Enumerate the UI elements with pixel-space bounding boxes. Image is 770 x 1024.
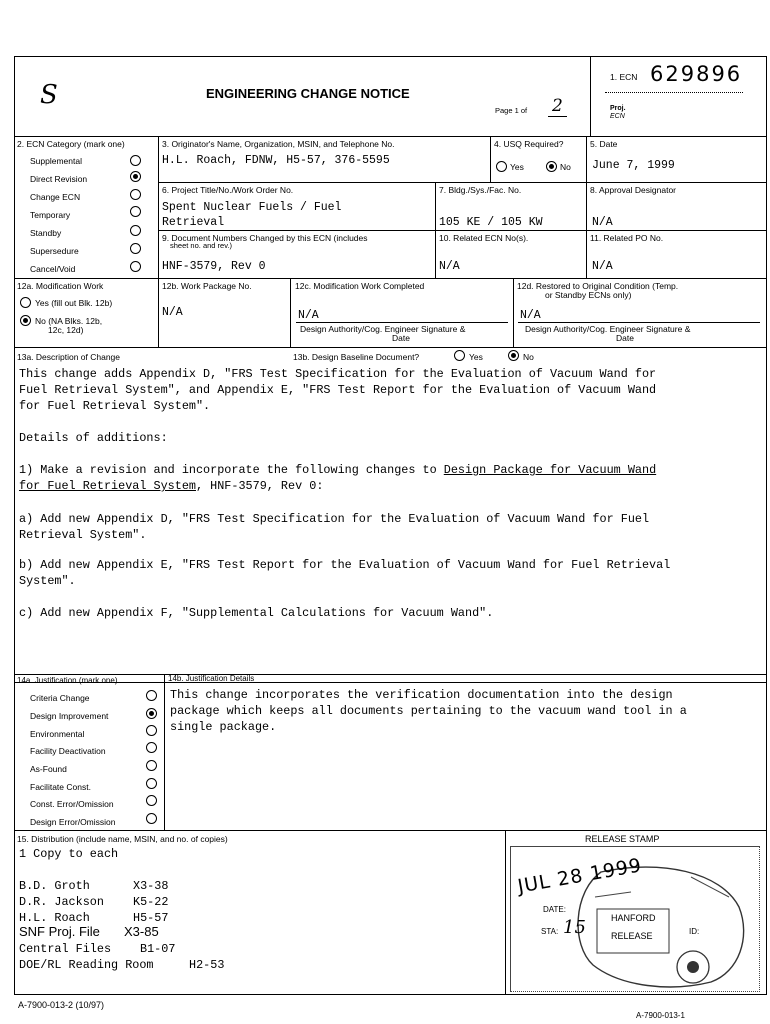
option-label: Temporary <box>30 210 71 220</box>
option-label: Cancel/Void <box>30 264 76 274</box>
description-line <box>19 478 323 495</box>
description-line: Details of additions: <box>19 431 168 445</box>
package-title: Design Package for Vacuum Wand <box>443 463 657 477</box>
block13a-label: 13a. Description of Change <box>17 352 121 362</box>
radio-const-error[interactable] <box>146 795 157 806</box>
block12c-sig-date: Date <box>392 333 410 343</box>
radio-facility-deactivation[interactable] <box>146 742 157 753</box>
stamp-hanford: HANFORD <box>611 913 656 923</box>
description-line: a) Add new Appendix D, "FRS Test Specification for the Evaluation of Vacuum Wand for Fuel <box>19 512 650 526</box>
project-title-line-2[interactable]: Retrieval <box>162 216 225 229</box>
block3-label: 3. Originator's Name, Organization, MSIN, and Telephone No. <box>162 139 395 149</box>
proj-ecn-label-2: ECN <box>610 113 625 120</box>
option-label: Facilitate Const. <box>30 782 91 792</box>
option-label: Facility Deactivation <box>30 746 106 756</box>
originator-field[interactable]: H.L. Roach, FDNW, H5-57, 376-5595 <box>162 154 390 167</box>
description-line: for Fuel Retrieval System". <box>19 399 211 413</box>
recipient-name: SNF Proj. File <box>19 924 100 939</box>
radio-temporary[interactable] <box>130 206 141 217</box>
description-line: This change adds Appendix D, "FRS Test Specification for the Evaluation of Vacuum Wand for <box>19 367 657 381</box>
recipient-name: DOE/RL Reading Room <box>19 958 154 972</box>
block9-label-2: sheet no. and rev.) <box>170 241 232 250</box>
block4-label: 4. USQ Required? <box>494 139 564 149</box>
proj-ecn-label: Proj. <box>610 105 626 112</box>
usq-yes-radio[interactable] <box>496 161 507 172</box>
justification-line: single package. <box>170 720 277 734</box>
block12d-label-2: or Standby ECNs only) <box>545 290 632 300</box>
usq-no-radio[interactable] <box>546 161 557 172</box>
release-stamp-label: RELEASE STAMP <box>585 834 660 844</box>
baseline-yes-label: Yes <box>469 352 483 362</box>
mod-work-no-label-2: 12c, 12d) <box>48 325 84 335</box>
block7-label: 7. Bldg./Sys./Fac. No. <box>439 185 522 195</box>
description-line <box>19 462 656 479</box>
radio-criteria-change[interactable] <box>146 690 157 701</box>
recipient-name: H.L. Roach <box>19 911 90 925</box>
mod-completed-field[interactable]: N/A <box>298 309 319 322</box>
handwritten-mark: S <box>40 80 58 110</box>
related-ecn-field[interactable]: N/A <box>439 260 460 273</box>
mod-work-yes-radio[interactable] <box>20 297 31 308</box>
mod-work-no-label: No (NA Blks. 12b, <box>35 316 103 326</box>
description-line: c) Add new Appendix F, "Supplemental Calculations for Vacuum Wand". <box>19 606 494 620</box>
block6-label: 6. Project Title/No./Work Order No. <box>162 185 294 195</box>
radio-facilitate-const[interactable] <box>146 778 157 789</box>
mod-work-yes-label: Yes (fill out Blk. 12b) <box>35 298 113 308</box>
release-stamp <box>510 846 760 992</box>
work-package-field[interactable]: N/A <box>162 306 183 319</box>
recipient-msin: H5-57 <box>133 911 169 925</box>
option-label: Criteria Change <box>30 693 90 703</box>
baseline-yes-radio[interactable] <box>454 350 465 361</box>
justification-line: This change incorporates the verification documentation into the design <box>170 688 673 702</box>
block12c-label: 12c. Modification Work Completed <box>295 281 425 291</box>
baseline-no-label: No <box>523 352 534 362</box>
recipient-name: Central Files <box>19 942 112 956</box>
radio-design-error[interactable] <box>146 813 157 824</box>
usq-no-label: No <box>560 162 571 172</box>
justification-line: package which keeps all documents pertaining to the vacuum wand tool in a <box>170 704 687 718</box>
radio-direct-revision[interactable] <box>130 171 141 182</box>
distribution-intro: 1 Copy to each <box>19 847 119 861</box>
related-po-field[interactable]: N/A <box>592 260 613 273</box>
option-label: Supplemental <box>30 156 82 166</box>
baseline-no-radio[interactable] <box>508 350 519 361</box>
radio-as-found[interactable] <box>146 760 157 771</box>
package-title-2: for Fuel Retrieval System <box>19 479 196 493</box>
block15-label: 15. Distribution (include name, MSIN, and no. of copies) <box>17 834 228 844</box>
recipient-msin: X3-85 <box>124 924 159 939</box>
option-label: Standby <box>30 228 62 238</box>
recipient-msin: B1-07 <box>140 942 176 956</box>
radio-change-ecn[interactable] <box>130 189 141 200</box>
description-text: 1) Make a revision and incorporate the following changes to <box>19 463 444 477</box>
block5-label: 5. Date <box>590 139 618 149</box>
usq-yes-label: Yes <box>510 162 524 172</box>
radio-supersedure[interactable] <box>130 243 141 254</box>
page-total: 2 <box>548 96 567 117</box>
description-line: b) Add new Appendix E, "FRS Test Report for the Evaluation of Vacuum Wand for Fuel Retrieval <box>19 558 671 572</box>
form-title: ENGINEERING CHANGE NOTICE <box>206 86 410 101</box>
block10-label: 10. Related ECN No(s). <box>439 233 529 243</box>
radio-supplemental[interactable] <box>130 155 141 166</box>
stamp-date-label: DATE: <box>543 905 566 914</box>
radio-environmental[interactable] <box>146 725 157 736</box>
stamp-sta-value: 15 <box>563 917 586 938</box>
block9-label: 9. Document Numbers Changed by this ECN (includes <box>162 233 368 243</box>
recipient-msin: X3-38 <box>133 879 169 893</box>
block13b-label: 13b. Design Baseline Document? <box>293 352 420 362</box>
block12b-label: 12b. Work Package No. <box>162 281 252 291</box>
form-number-left: A-7900-013-2 (10/97) <box>18 1000 105 1010</box>
description-line: Fuel Retrieval System", and Appendix E, "FRS Test Report for the Evaluation of Vacuum Wand <box>19 383 657 397</box>
description-line: Retrieval System". <box>19 528 147 542</box>
stamp-release: RELEASE <box>611 931 653 941</box>
block12c-sig: Design Authority/Cog. Engineer Signature & <box>300 324 466 334</box>
recipient-msin: H2-53 <box>189 958 225 972</box>
ecn-number: 629896 <box>650 62 743 86</box>
form-number-right: A-7900-013-1 <box>636 1011 685 1020</box>
approval-designator-field[interactable]: N/A <box>592 216 613 229</box>
option-label: Environmental <box>30 729 85 739</box>
block12d-sig-date: Date <box>616 333 634 343</box>
block11-label: 11. Related PO No. <box>590 233 664 243</box>
block2-label: 2. ECN Category (mark one) <box>17 139 125 149</box>
option-label: Const. Error/Omission <box>30 799 114 809</box>
option-label: Design Improvement <box>30 711 109 721</box>
radio-cancel-void[interactable] <box>130 261 141 272</box>
page-label: Page 1 of <box>495 106 528 115</box>
recipient-name: B.D. Groth <box>19 879 90 893</box>
date-field[interactable]: June 7, 1999 <box>592 159 675 172</box>
block14a-label: 14a. Justification (mark one) <box>17 676 118 685</box>
block12d-label: 12d. Restored to Original Condition (Temp. <box>517 281 679 291</box>
block12a-label: 12a. Modification Work <box>17 281 104 291</box>
block8-label: 8. Approval Designator <box>590 185 676 195</box>
option-label: Direct Revision <box>30 174 88 184</box>
stamp-date: JUL 28 1999 <box>516 854 644 898</box>
option-label: Supersedure <box>30 246 79 256</box>
stamp-id-label: ID: <box>689 927 700 936</box>
project-title-line-1[interactable]: Spent Nuclear Fuels / Fuel <box>162 201 342 214</box>
option-label: Design Error/Omission <box>30 817 116 827</box>
stamp-sta-label: STA: <box>541 927 559 936</box>
option-label: As-Found <box>30 764 67 774</box>
recipient-name: D.R. Jackson <box>19 895 104 909</box>
recipient-msin: K5-22 <box>133 895 169 909</box>
bldg-field[interactable]: 105 KE / 105 KW <box>439 216 543 229</box>
restored-field[interactable]: N/A <box>520 309 541 322</box>
block12d-sig: Design Authority/Cog. Engineer Signature & <box>525 324 691 334</box>
document-numbers-field[interactable]: HNF-3579, Rev 0 <box>162 260 266 273</box>
option-label: Change ECN <box>30 192 81 202</box>
radio-design-improvement[interactable] <box>146 708 157 719</box>
ecn-label: 1. ECN <box>610 72 638 82</box>
mod-work-no-radio[interactable] <box>20 315 31 326</box>
block14b-label: 14b. Justification Details <box>168 674 255 683</box>
description-line: System". <box>19 574 76 588</box>
description-text: , HNF-3579, Rev 0: <box>195 479 324 493</box>
radio-standby[interactable] <box>130 225 141 236</box>
